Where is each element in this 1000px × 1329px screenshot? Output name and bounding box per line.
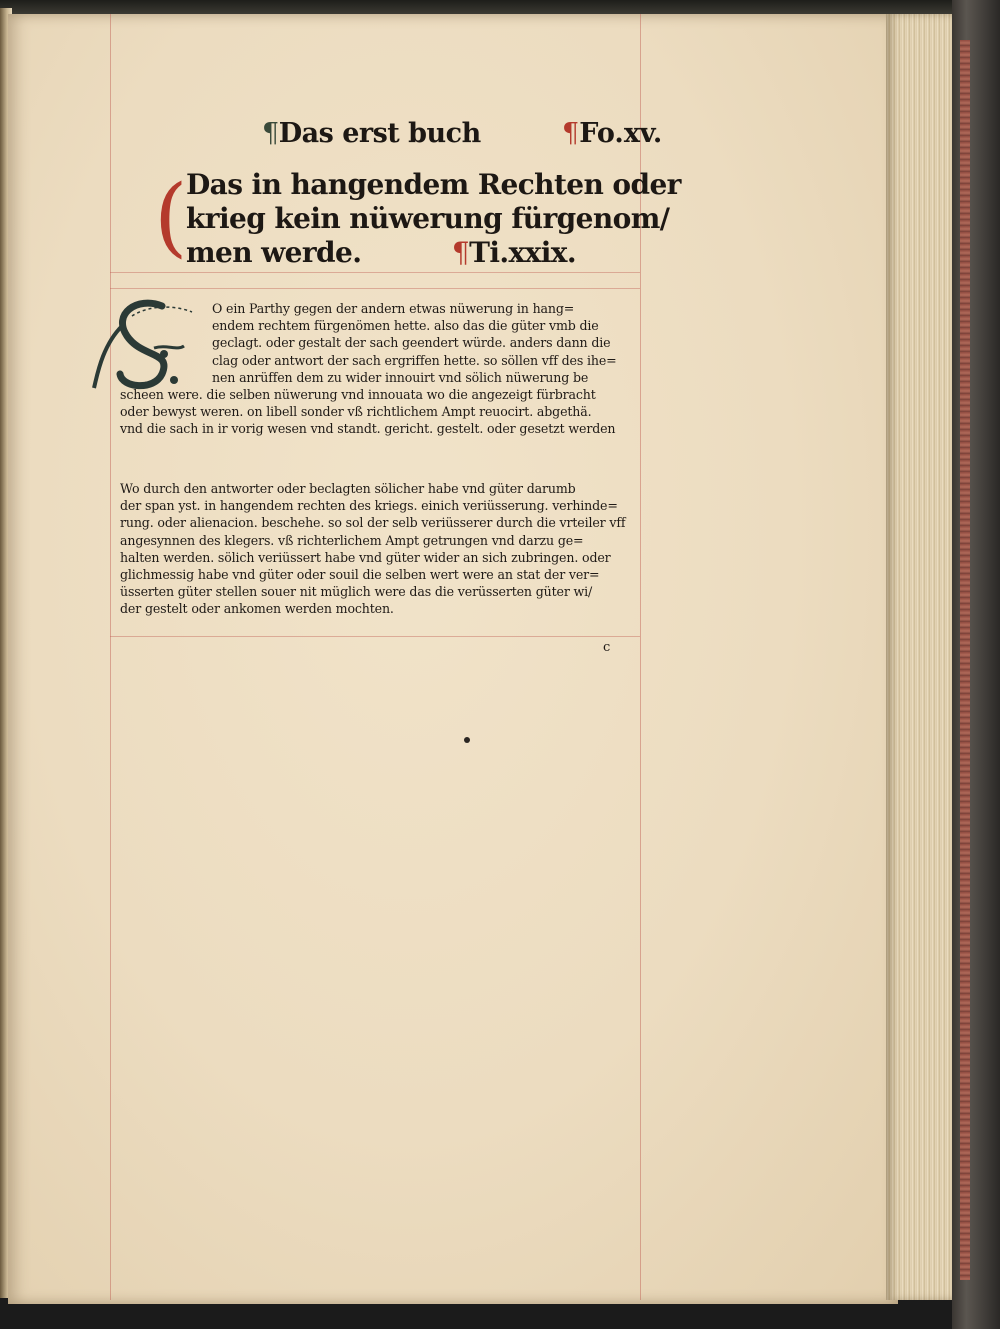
text-line: O ein Parthy gegen der andern etwas nüwerung in hang= [212,301,575,316]
text-line: glichmessig habe vnd güter oder souil die selben wert were an stat der ver= [120,567,600,583]
sprinkled-edge [960,40,970,1280]
ruling-line [110,288,640,289]
chapter-number [452,236,576,270]
title-line: krieg kein nüwerung fürgenom/ [186,202,670,235]
title-line [186,236,576,270]
text-line: angesynnen des klegers. vß richterlichem Ampt getrungen vnd darzu ge= [120,532,584,548]
rubric-bracket-icon: ( [154,167,188,267]
text-line: der span yst. in hangendem rechten des kriegs. einich veriüsserung. verhinde= [120,498,618,514]
ruling-line [110,636,640,637]
pilcrow-icon: ¶ [262,118,279,149]
header-title: Das erst buch [278,118,481,149]
chapter-number-text: Ti.xxix. [469,236,576,269]
text-line: endem rechtem fürgenömen hette. also das die güter vmb die [212,318,599,334]
title-line-text: men werde. [186,236,362,269]
text-line: scheen were. die selben nüwerung vnd innouata wo die angezeigt fürbracht [120,387,596,403]
ruling-line [110,14,111,1300]
text-line: üsserten güter stellen souer nit müglich were das die verüsserten güter wi/ [120,584,593,600]
text-line: geclagt. oder gestalt der sach geendert würde. anders dann die [212,335,611,351]
text-line: vnd die sach in ir vorig wesen vnd standt. gericht. gestelt. oder gesetzt werden [120,421,616,437]
pilcrow-icon: ¶ [562,118,580,149]
ruling-line [110,272,640,273]
title-line: Das in hangendem Rechten oder [186,168,681,201]
page-stack-edge [886,14,956,1300]
paragraph [120,480,640,618]
text-line: der gestelt oder ankomen werden mochten. [120,601,394,617]
ink-dot [464,737,470,743]
text-line: halten werden. sölich veriüssert habe vnd güter wider an sich zubringen. oder [120,549,611,565]
text-line: oder bewyst weren. on libell sonder vß richtlichem Ampt reuocirt. abgethä. [120,404,592,420]
text-line: clag oder antwort der sach ergriffen hette. so söllen vff des ihe= [212,352,617,368]
text-line: Wo durch den antworter oder beclagten sölicher habe vnd güter darumb [120,481,576,496]
text-line: rung. oder alienacion. beschehe. so sol der selb veriüsserer durch die vrteiler vff [120,515,626,531]
folio-number [562,118,662,149]
paragraph [120,300,640,438]
text-line: nen anrüffen dem zu wider innouirt vnd sölich nüwerung be [212,369,589,385]
signature-mark: c [603,640,611,655]
folio-label: Fo.xv. [579,118,663,149]
pilcrow-icon: ¶ [451,236,470,269]
running-header [262,118,481,149]
chapter-title [154,167,681,270]
